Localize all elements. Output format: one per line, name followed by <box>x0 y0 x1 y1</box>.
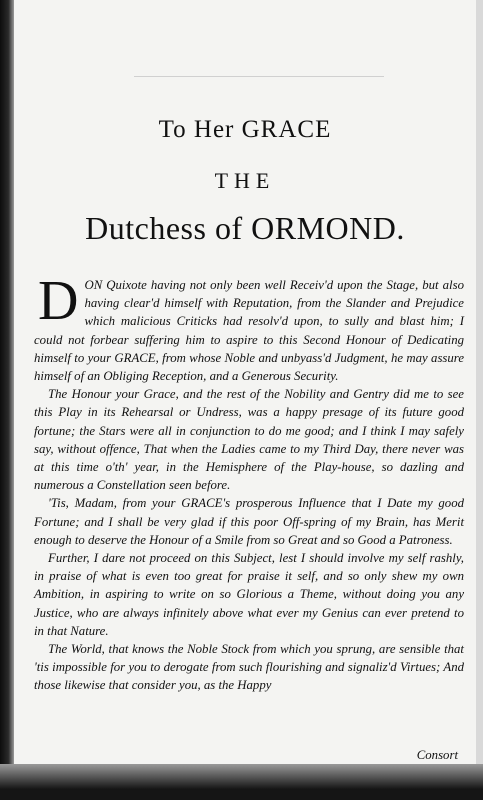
dedication-heading-title: Dutchess of ORMOND. <box>85 210 405 246</box>
paragraph-1 <box>34 270 464 385</box>
paragraph-3: 'Tis, Madam, from your GRACE's prosperous Influence that I Date my good Fortune; and I shall be very glad if this poor Off-spring of my Brain, has Merit enough to deserve the Honour of a Smile from so Great and so Good a Patroness. <box>34 496 464 547</box>
paragraph-1-text: ON Quixote having not only been well Receiv'd upon the Stage, but also having clear'd himself with Reputation, from the Slander and Prejudice which malicious Criticks had resolv'd upon, to sully and blast him; I could not forbear suffering him to aspire to this Second Honour of Dedicating himself to your GRACE, from whose Noble and unbyass'd Judgment, he may assure himself of an Obliging Reception, and a Generous Security. <box>34 278 464 384</box>
catchword: Consort <box>416 748 458 762</box>
paragraph-4: Further, I dare not proceed on this Subject, lest I should involve my self rashly, in praise of what is even too great for praise it self, and so only shew my own Ambition, in aspiring to write on so Glorious a Theme, without doing you any Justice, who are always infinitely above what ever my Genius can ever pretend to in that Nature. <box>34 551 464 638</box>
paper-page <box>14 0 476 770</box>
dedication-body <box>34 270 464 695</box>
drop-cap: D <box>38 270 79 332</box>
dedication-heading-line2: THE <box>214 168 276 193</box>
page-bottom-shadow <box>0 764 483 800</box>
faint-rule <box>134 76 384 77</box>
paragraph-5: The World, that knows the Noble Stock from which you sprung, are sensible that 'tis impossible for you to derogate from such flourishing and signaliz'd Virtues; And those likewise that consider you, as the Happy <box>34 642 464 693</box>
paragraph-2: The Honour your Grace, and the rest of the Nobility and Gentry did me to see this Play in its Rehearsal or Undress, was a happy presage of its future good fortune; the Stars were all in conjunction to do me good; and I think I may safely say, without offence, That when the Ladies came to my Third Day, there never was at this time o'th' year, in the Hemisphere of the Play-house, so dazling and numerous a Constellation seen before. <box>34 387 464 493</box>
dedication-heading-line1: To Her GRACE <box>158 116 332 143</box>
book-gutter-shadow <box>0 0 14 800</box>
